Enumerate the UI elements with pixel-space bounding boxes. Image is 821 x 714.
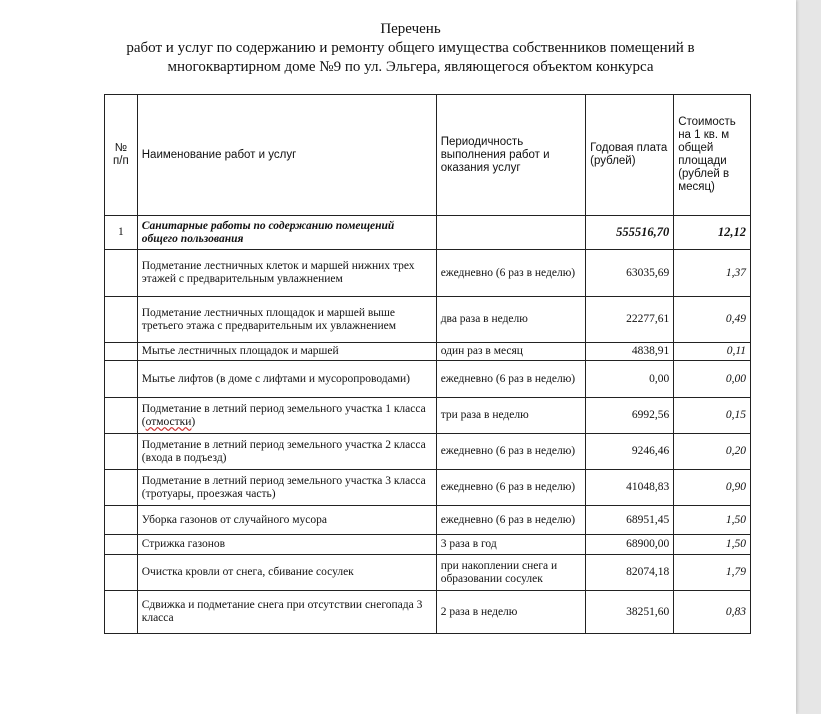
row-num xyxy=(105,555,138,591)
section-rate: 12,12 xyxy=(674,216,751,250)
row-name: Подметание в летний период земельного участка 2 класса (входа в подъезд) xyxy=(137,434,436,470)
heading-line-3: многоквартирном доме №9 по ул. Эльгера, являющегося объектом конкурса xyxy=(167,59,654,75)
row-periodicity: два раза в неделю xyxy=(436,297,585,343)
table-row xyxy=(105,398,751,434)
table-row xyxy=(105,434,751,470)
row-annual-cost: 0,00 xyxy=(586,361,674,398)
row-rate: 0,15 xyxy=(674,398,751,434)
row-name: Уборка газонов от случайного мусора xyxy=(137,506,436,535)
row-rate: 1,50 xyxy=(674,535,751,555)
section-periodicity xyxy=(436,216,585,250)
row-periodicity: ежедневно (6 раз в неделю) xyxy=(436,470,585,506)
header-name: Наименование работ и услуг xyxy=(137,95,436,216)
row-rate: 0,49 xyxy=(674,297,751,343)
row-num xyxy=(105,343,138,361)
heading-line-2: работ и услуг по содержанию и ремонту общего имущества собственников помещений в xyxy=(126,40,695,56)
row-annual-cost: 9246,46 xyxy=(586,434,674,470)
row-num xyxy=(105,297,138,343)
row-rate: 0,11 xyxy=(674,343,751,361)
table-row xyxy=(105,555,751,591)
section-row xyxy=(105,216,751,250)
row-num xyxy=(105,434,138,470)
row-rate: 0,90 xyxy=(674,470,751,506)
heading-line-1: Перечень xyxy=(380,21,441,37)
row-name: Подметание лестничных площадок и маршей выше третьего этажа с предварительным их увлажнением xyxy=(137,297,436,343)
row-num xyxy=(105,361,138,398)
document-heading xyxy=(0,20,821,77)
row-periodicity: 3 раза в год xyxy=(436,535,585,555)
row-annual-cost: 22277,61 xyxy=(586,297,674,343)
row-rate: 0,20 xyxy=(674,434,751,470)
row-periodicity: 2 раза в неделю xyxy=(436,591,585,634)
row-periodicity: три раза в неделю xyxy=(436,398,585,434)
row-annual-cost: 38251,60 xyxy=(586,591,674,634)
row-name-part: ) xyxy=(191,415,196,428)
row-rate: 1,37 xyxy=(674,250,751,297)
row-periodicity: один раз в месяц xyxy=(436,343,585,361)
row-name-part: Подметание в летний период земельного участка 1 класса ( xyxy=(141,402,426,428)
table-row xyxy=(105,297,751,343)
row-rate: 1,50 xyxy=(674,506,751,535)
row-periodicity: ежедневно (6 раз в неделю) xyxy=(436,250,585,297)
section-annual-cost: 555516,70 xyxy=(586,216,674,250)
row-name: Стрижка газонов xyxy=(137,535,436,555)
section-num: 1 xyxy=(105,216,138,250)
row-rate: 0,00 xyxy=(674,361,751,398)
spellcheck-flagged-word: отмостки xyxy=(145,415,192,428)
row-annual-cost: 41048,83 xyxy=(586,470,674,506)
row-periodicity: ежедневно (6 раз в неделю) xyxy=(436,434,585,470)
row-name: Подметание лестничных клеток и маршей нижних трех этажей с предварительным увлажнением xyxy=(137,250,436,297)
header-periodicity: Периодичность выполнения работ и оказания услуг xyxy=(436,95,585,216)
table-row xyxy=(105,343,751,361)
row-annual-cost: 68951,45 xyxy=(586,506,674,535)
row-rate: 1,79 xyxy=(674,555,751,591)
row-name: Очистка кровли от снега, сбивание сосулек xyxy=(137,555,436,591)
table-row xyxy=(105,361,751,398)
row-name: Мытье лестничных площадок и маршей xyxy=(137,343,436,361)
row-periodicity: ежедневно (6 раз в неделю) xyxy=(436,361,585,398)
row-periodicity: при накоплении снега и образовании сосулек xyxy=(436,555,585,591)
row-name: Мытье лифтов (в доме с лифтами и мусоропроводами) xyxy=(137,361,436,398)
row-rate: 0,83 xyxy=(674,591,751,634)
row-num xyxy=(105,470,138,506)
row-name: Сдвижка и подметание снега при отсутствии снегопада 3 класса xyxy=(137,591,436,634)
row-name xyxy=(137,398,436,434)
row-num xyxy=(105,398,138,434)
row-annual-cost: 6992,56 xyxy=(586,398,674,434)
table-row xyxy=(105,506,751,535)
row-annual-cost: 4838,91 xyxy=(586,343,674,361)
services-table xyxy=(104,94,751,634)
header-num: № п/п xyxy=(105,95,138,216)
row-annual-cost: 63035,69 xyxy=(586,250,674,297)
table-row xyxy=(105,250,751,297)
table-row xyxy=(105,535,751,555)
row-num xyxy=(105,250,138,297)
header-rate: Стоимость на 1 кв. м общей площади (рублей в месяц) xyxy=(674,95,751,216)
row-num xyxy=(105,535,138,555)
row-num xyxy=(105,506,138,535)
row-annual-cost: 82074,18 xyxy=(586,555,674,591)
header-annual-cost: Годовая плата (рублей) xyxy=(586,95,674,216)
row-annual-cost: 68900,00 xyxy=(586,535,674,555)
table-header-row xyxy=(105,95,751,216)
row-periodicity: ежедневно (6 раз в неделю) xyxy=(436,506,585,535)
table-row xyxy=(105,470,751,506)
row-name: Подметание в летний период земельного участка 3 класса (тротуары, проезжая часть) xyxy=(137,470,436,506)
row-num xyxy=(105,591,138,634)
table-row xyxy=(105,591,751,634)
section-name: Санитарные работы по содержанию помещений общего пользования xyxy=(137,216,436,250)
